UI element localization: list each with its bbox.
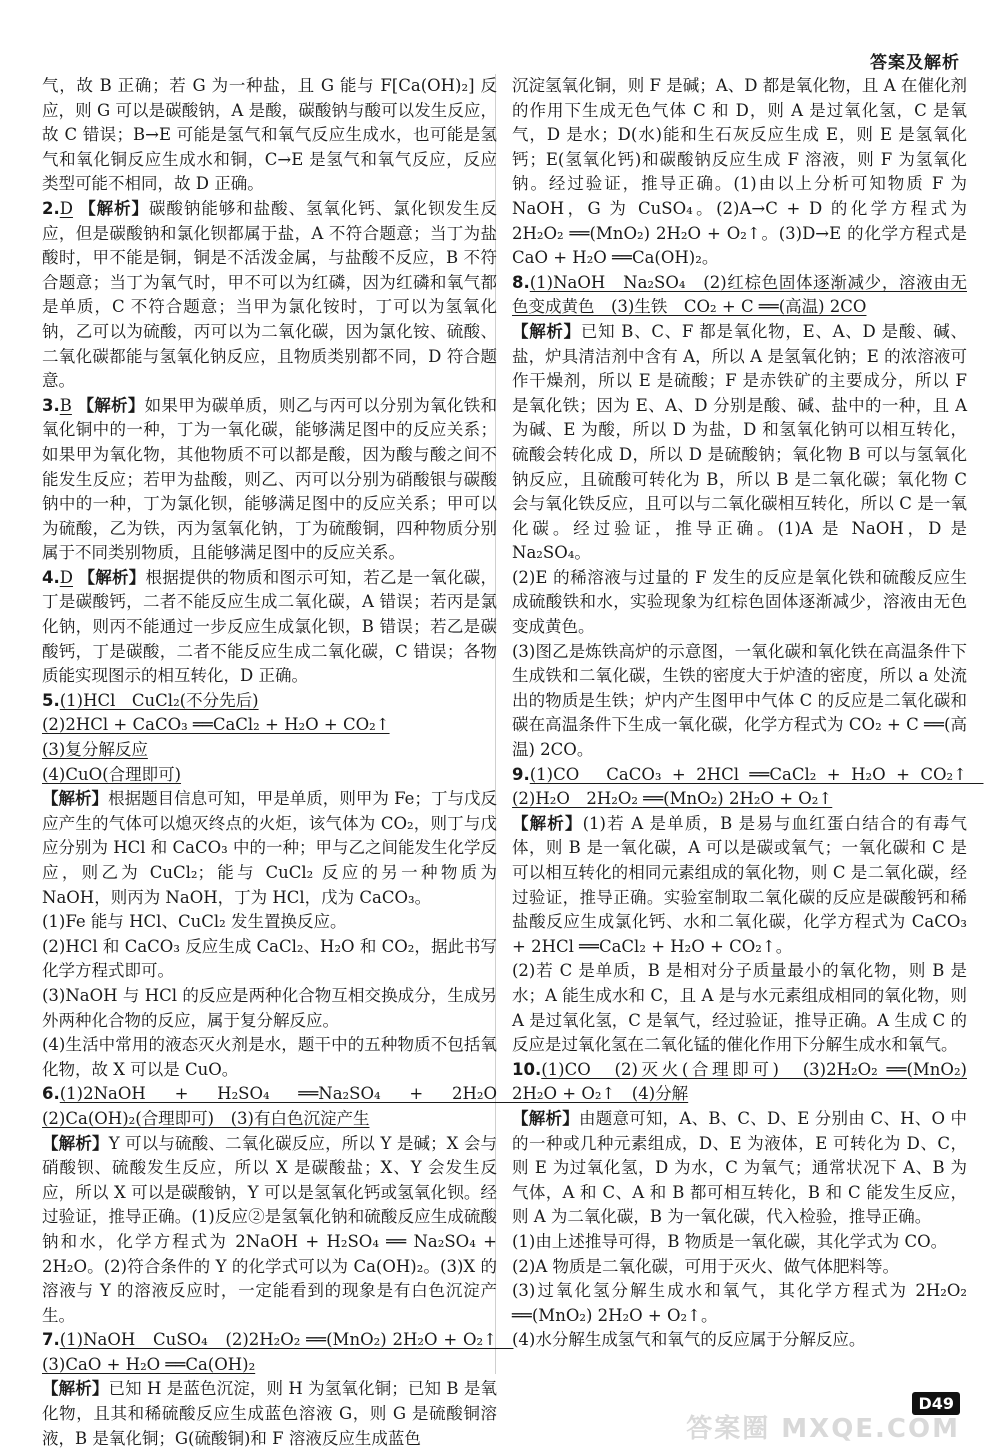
analysis-text: 已知 B、C、F 都是氧化物，E、A、D 是酸、碱、盐，炉具清洁剂中含有 A，所以 A 是氢氧化钠；E 的浓溶液可作干燥剂，所以 E 是硫酸；F 是赤铁矿的主要成分，所以 F 是氧化铁；因为 E、A、D 分别是酸、碱、盐中的一种，且 A 为碱、E 为酸，所以 D 为盐，D 和氢氧化钠可以相互转化，硫酸会转化成 D，所以 D 是硫酸钠；氧化物 B 可以与氢氧化钠反应，且硫酸可转化为 B，所以 B 是二氧化碳；氧化物 C 会与氧化铁反应，且可以与二氧化碳相互转化，所以 C 是一氧化碳。经过验证，推导正确。(1)A 是 NaOH，D 是 Na₂SO₄。	[512, 321, 968, 563]
answer-text: (1)2NaOH + H₂SO₄ ══Na₂SO₄ + 2H₂O (2)Ca(OH)₂(合理即可) (3)有白色沉淀产生	[42, 1084, 514, 1128]
question-number: 6.	[42, 1084, 60, 1104]
answer-text: (4)CuO(合理即可)	[42, 764, 182, 784]
analysis-tag: 【解析】	[77, 395, 145, 415]
answer-text: D	[59, 198, 73, 218]
answer-paragraph: (3)过氧化氢分解生成水和氧气，其化学方程式为 2H₂O₂ ══(MnO₂) 2H₂O + O₂↑。	[512, 1281, 967, 1325]
analysis-tag: 【解析】	[512, 813, 583, 833]
answer-text: (1)NaOH Na₂SO₄ (2)红棕色固体逐渐减少，溶液由无色变成黄色 (3)生铁 CO₂ + C ══(高温) 2CO	[512, 272, 967, 317]
left-column	[42, 74, 514, 1451]
answer-paragraph	[42, 738, 497, 763]
analysis-text: 根据题目信息可知，甲是单质，则甲为 Fe；丁与戊反应产生的气体可以熄灭终点的火炬，该气体为 CO₂，则丁与戊应分别为 HCl 和 CaCO₃ 中的一种；甲与乙之间能发生化学反应，则乙为 CuCl₂；能与 CuCl₂ 反应的另一种物质为 NaOH，则丙为 NaOH，丁为 HCl，戊为 CaCO₃。	[42, 789, 498, 907]
analysis-text: (1)若 A 是单质，B 是易与血红蛋白结合的有毒气体，则 B 是一氧化碳，A 可以是碳或氧气；一氧化碳和 C 是可以相互转化的相同元素组成的氧化物，则 C 是二氧化碳，经过验证，推导正确。实验室制取二氧化碳的反应是碳酸钙和稀盐酸反应生成氯化钙、水和二氧化碳，化学方程式为 CaCO₃ + 2HCl ══CaCl₂ + H₂O + CO₂↑。	[512, 813, 968, 956]
answer-paragraph: (4)生活中常用的液态灭火剂是水，题干中的五种物质不包括氧化物，故 X 可以是 CuO。	[42, 1035, 497, 1079]
answer-paragraph	[42, 394, 497, 566]
analysis-tag: 【解析】	[78, 567, 146, 587]
answer-paragraph: (1)由上述推导可得，B 物质是一氧化碳，其化学式为 CO。	[512, 1231, 948, 1251]
answer-paragraph	[42, 1082, 514, 1131]
answer-paragraph	[512, 1107, 967, 1230]
answer-paragraph	[512, 763, 984, 812]
answer-paragraph	[42, 1328, 514, 1377]
analysis-tag: 【解析】	[79, 198, 149, 218]
answer-paragraph: (2)A 物质是二氧化碳，可用于灭火、做气体肥料等。	[512, 1256, 900, 1276]
answer-paragraph	[42, 1377, 497, 1451]
analysis-text: 碳酸钠能够和盐酸、氢氧化钙、氯化钡发生反应，但是碳酸钠和氯化钡都属于盐，A 不符合题意；当丁为盐酸时，甲不能是铜，铜是不活泼金属，与盐酸不反应，B 不符合题意；当丁为氧气时，甲不可以为红磷，因为红磷和氧气都是单质，C 不符合题意；当甲为氯化铵时，丁可以为氢氧化钠，乙可以为硫酸，丙可以为二氧化碳，因为氯化铵、硫酸、二氧化碳都能与氢氧化钠反应，且物质类别都不同，D 符合题意。	[42, 198, 498, 391]
analysis-text: 根据提供的物质和图示可知，若乙是一氧化碳，丁是碳酸钙，二者不能反应生成二氧化碳，A 错误；若丙是氯化钠，则丙不能通过一步反应生成氯化钡，B 错误；若乙是碳酸钙，丁是碳酸，二者不能反应生成二氧化碳，C 错误；各物质能实现图示的相互转化，D 正确。	[42, 567, 498, 686]
answer-paragraph: (2)若 C 是单质，B 是相对分子质量最小的氧化物，则 B 是水；A 能生成水和 C，且 A 是与水元素组成相同的氧化物，则 A 是过氧化氢，C 是氧气，经过验证，推导正确。A 生成 C 的反应是过氧化氢在二氧化锰的催化作用下分解生成水和氧气。	[512, 961, 967, 1055]
answer-paragraph	[512, 812, 967, 960]
analysis-tag: 【解析】	[42, 789, 109, 809]
answer-text: (1)CO (2)灭火(合理即可) (3)2H₂O₂ ══(MnO₂) 2H₂O + O₂↑ (4)分解	[512, 1059, 967, 1104]
answer-text: (1)CO CaCO₃ + 2HCl ══CaCl₂ + H₂O + CO₂↑ (2)H₂O 2H₂O₂ ══(MnO₂) 2H₂O + O₂↑	[512, 764, 984, 809]
watermark-logo: 答案圈 MXQE.COM	[686, 1414, 960, 1444]
analysis-text: 由题意可知，A、B、C、D、E 分别由 C、H、O 中的一种或几种元素组成，D、E 为液体，E 可转化为 D、C，则 E 为过氧化氢，D 为水，C 为氧气；通常状况下 A、B 为气体，A 和 C、A 和 B 都可相互转化，B 和 C 能发生反应，则 A 为二氧化碳，B 为一氧化碳，代入检验，推导正确。	[512, 1108, 967, 1227]
question-number: 9.	[512, 764, 530, 784]
answer-paragraph	[42, 566, 497, 689]
answer-text: (2)2HCl + CaCO₃ ══CaCl₂ + H₂O + CO₂↑	[42, 715, 390, 735]
answer-paragraph: (3)图乙是炼铁高炉的示意图，一氧化碳和氧化铁在高温条件下生成铁和二氧化碳，生铁的密度大于炉渣的密度，所以 a 处流出的物质是生铁；炉内产生图甲中气体 C 的反应是二氧化碳和碳在高温条件下生成一氧化碳，化学方程式为 CO₂ + C ══(高温) 2CO。	[512, 641, 967, 760]
answer-paragraph: (4)水分解生成氢气和氧气的反应属于分解反应。	[512, 1330, 866, 1350]
page-number: D49	[912, 1392, 960, 1415]
analysis-tag: 【解析】	[42, 1379, 109, 1399]
answer-paragraph	[42, 1132, 497, 1329]
analysis-text: 如果甲为碳单质，则乙与丙可以分别为氧化铁和氧化铜中的一种，丁为一氧化碳，能够满足图中的反应关系；如果甲为氧化物，其他物质不可以都是酸，因为酸与酸之间不能发生反应；若甲为盐酸，则乙、丙可以分别为硝酸银与碳酸钠中的一种，丁为氯化钡，能够满足图中的反应关系；甲可以为硫酸，乙为铁，丙为氢氧化钠，丁为硫酸铜，四种物质分别属于不同类别物质，且能够满足图中的反应关系。	[42, 395, 498, 563]
answer-text: (1)HCl CuCl₂(不分先后)	[59, 690, 259, 710]
question-number: 10.	[512, 1059, 542, 1079]
answer-text: B	[59, 395, 72, 415]
answer-paragraph: (2)E 的稀溶液与过量的 F 发生的反应是氧化铁和硫酸反应生成硫酸铁和水，实验现象为红棕色固体逐渐减少，溶液由无色变成黄色。	[512, 567, 967, 637]
question-number: 2.	[42, 198, 60, 218]
analysis-tag: 【解析】	[512, 1108, 579, 1128]
answer-paragraph: 沉淀氢氧化铜，则 F 是碱；A、D 都是氧化物，且 A 在催化剂的作用下生成无色气体 C 和 D，则 A 是过氧化氢，C 是氧气，D 是水；D(水)能和生石灰反应生成 E，则 E 是氢氧化钙；E(氢氧化钙)和碳酸钠反应生成 F 溶液，则 F 为氢氧化钠。经过验证，推导正确。(1)由以上分析可知物质 F 为 NaOH，G 为 CuSO₄。(2)A→C + D 的化学方程式为 2H₂O₂ ══(MnO₂) 2H₂O + O₂↑。(3)D→E 的化学方程式是 CaO + H₂O ══Ca(OH)₂。	[512, 76, 967, 268]
analysis-tag: 【解析】	[42, 1133, 109, 1153]
answer-paragraph	[512, 271, 967, 320]
answer-paragraph	[512, 320, 967, 566]
question-number: 8.	[512, 272, 530, 292]
answer-paragraph	[42, 713, 497, 738]
answer-paragraph: (3)NaOH 与 HCl 的反应是两种化合物互相交换成分，生成另外两种化合物的反应，属于复分解反应。	[42, 985, 497, 1030]
answer-paragraph	[42, 689, 497, 714]
answer-text: D	[59, 567, 73, 587]
question-number: 4.	[42, 567, 60, 587]
question-number: 7.	[42, 1330, 60, 1350]
page-header: 答案及解析	[870, 53, 960, 73]
question-number: 5.	[42, 690, 60, 710]
answer-paragraph	[42, 763, 497, 788]
right-column	[512, 74, 984, 1353]
analysis-text: 已知 H 是蓝色沉淀，则 H 为氢氧化铜；已知 B 是氧化物，且其和稀硫酸反应生成蓝色溶液 G，则 G 是硫酸铜溶液，B 是氧化铜；G(硫酸铜)和 F 溶液反应生成蓝色	[42, 1379, 498, 1448]
answer-paragraph	[42, 197, 497, 394]
answer-paragraph: (2)HCl 和 CaCO₃ 反应生成 CaCl₂、H₂O 和 CO₂，据此书写化学方程式即可。	[42, 936, 497, 981]
answer-paragraph	[512, 1058, 967, 1107]
answer-paragraph	[42, 787, 497, 910]
analysis-tag: 【解析】	[512, 321, 581, 341]
answer-paragraph: (1)Fe 能与 HCl、CuCl₂ 发生置换反应。	[42, 912, 347, 932]
analysis-text: Y 可以与硫酸、二氧化碳反应，所以 Y 是碱；X 会与硝酸钡、硫酸发生反应，所以 X 是碳酸盐；X、Y 会发生反应，所以 X 可以是碳酸钠，Y 可以是氢氧化钙或氢氧化钡。经过验证，推导正确。(1)反应②是氢氧化钠和硫酸反应生成硫酸钠和水，化学方程式为 2NaOH + H₂SO₄ ══ Na₂SO₄ + 2H₂O。(2)符合条件的 Y 的化学式可以为 Ca(OH)₂。(3)X 的溶液与 Y 的溶液反应时，一定能看到的现象是有白色沉淀产生。	[42, 1133, 498, 1325]
question-number: 3.	[42, 395, 60, 415]
answer-paragraph: 气，故 B 正确；若 G 为一种盐，且 G 能与 F[Ca(OH)₂] 反应，则 G 可以是碳酸钠，A 是酸，碳酸钠与酸可以发生反应，故 C 错误；B→E 可能是氢气和氧气反应生成水，也可能是氢气和氧化铜反应生成水和铜，C→E 是氢气和氧气反应，反应类型可能不相同，故 D 正确。	[42, 76, 497, 194]
answer-text: (1)NaOH CuSO₄ (2)2H₂O₂ ══(MnO₂) 2H₂O + O₂↑ (3)CaO + H₂O ══Ca(OH)₂	[42, 1330, 514, 1374]
answer-text: (3)复分解反应	[42, 740, 148, 760]
